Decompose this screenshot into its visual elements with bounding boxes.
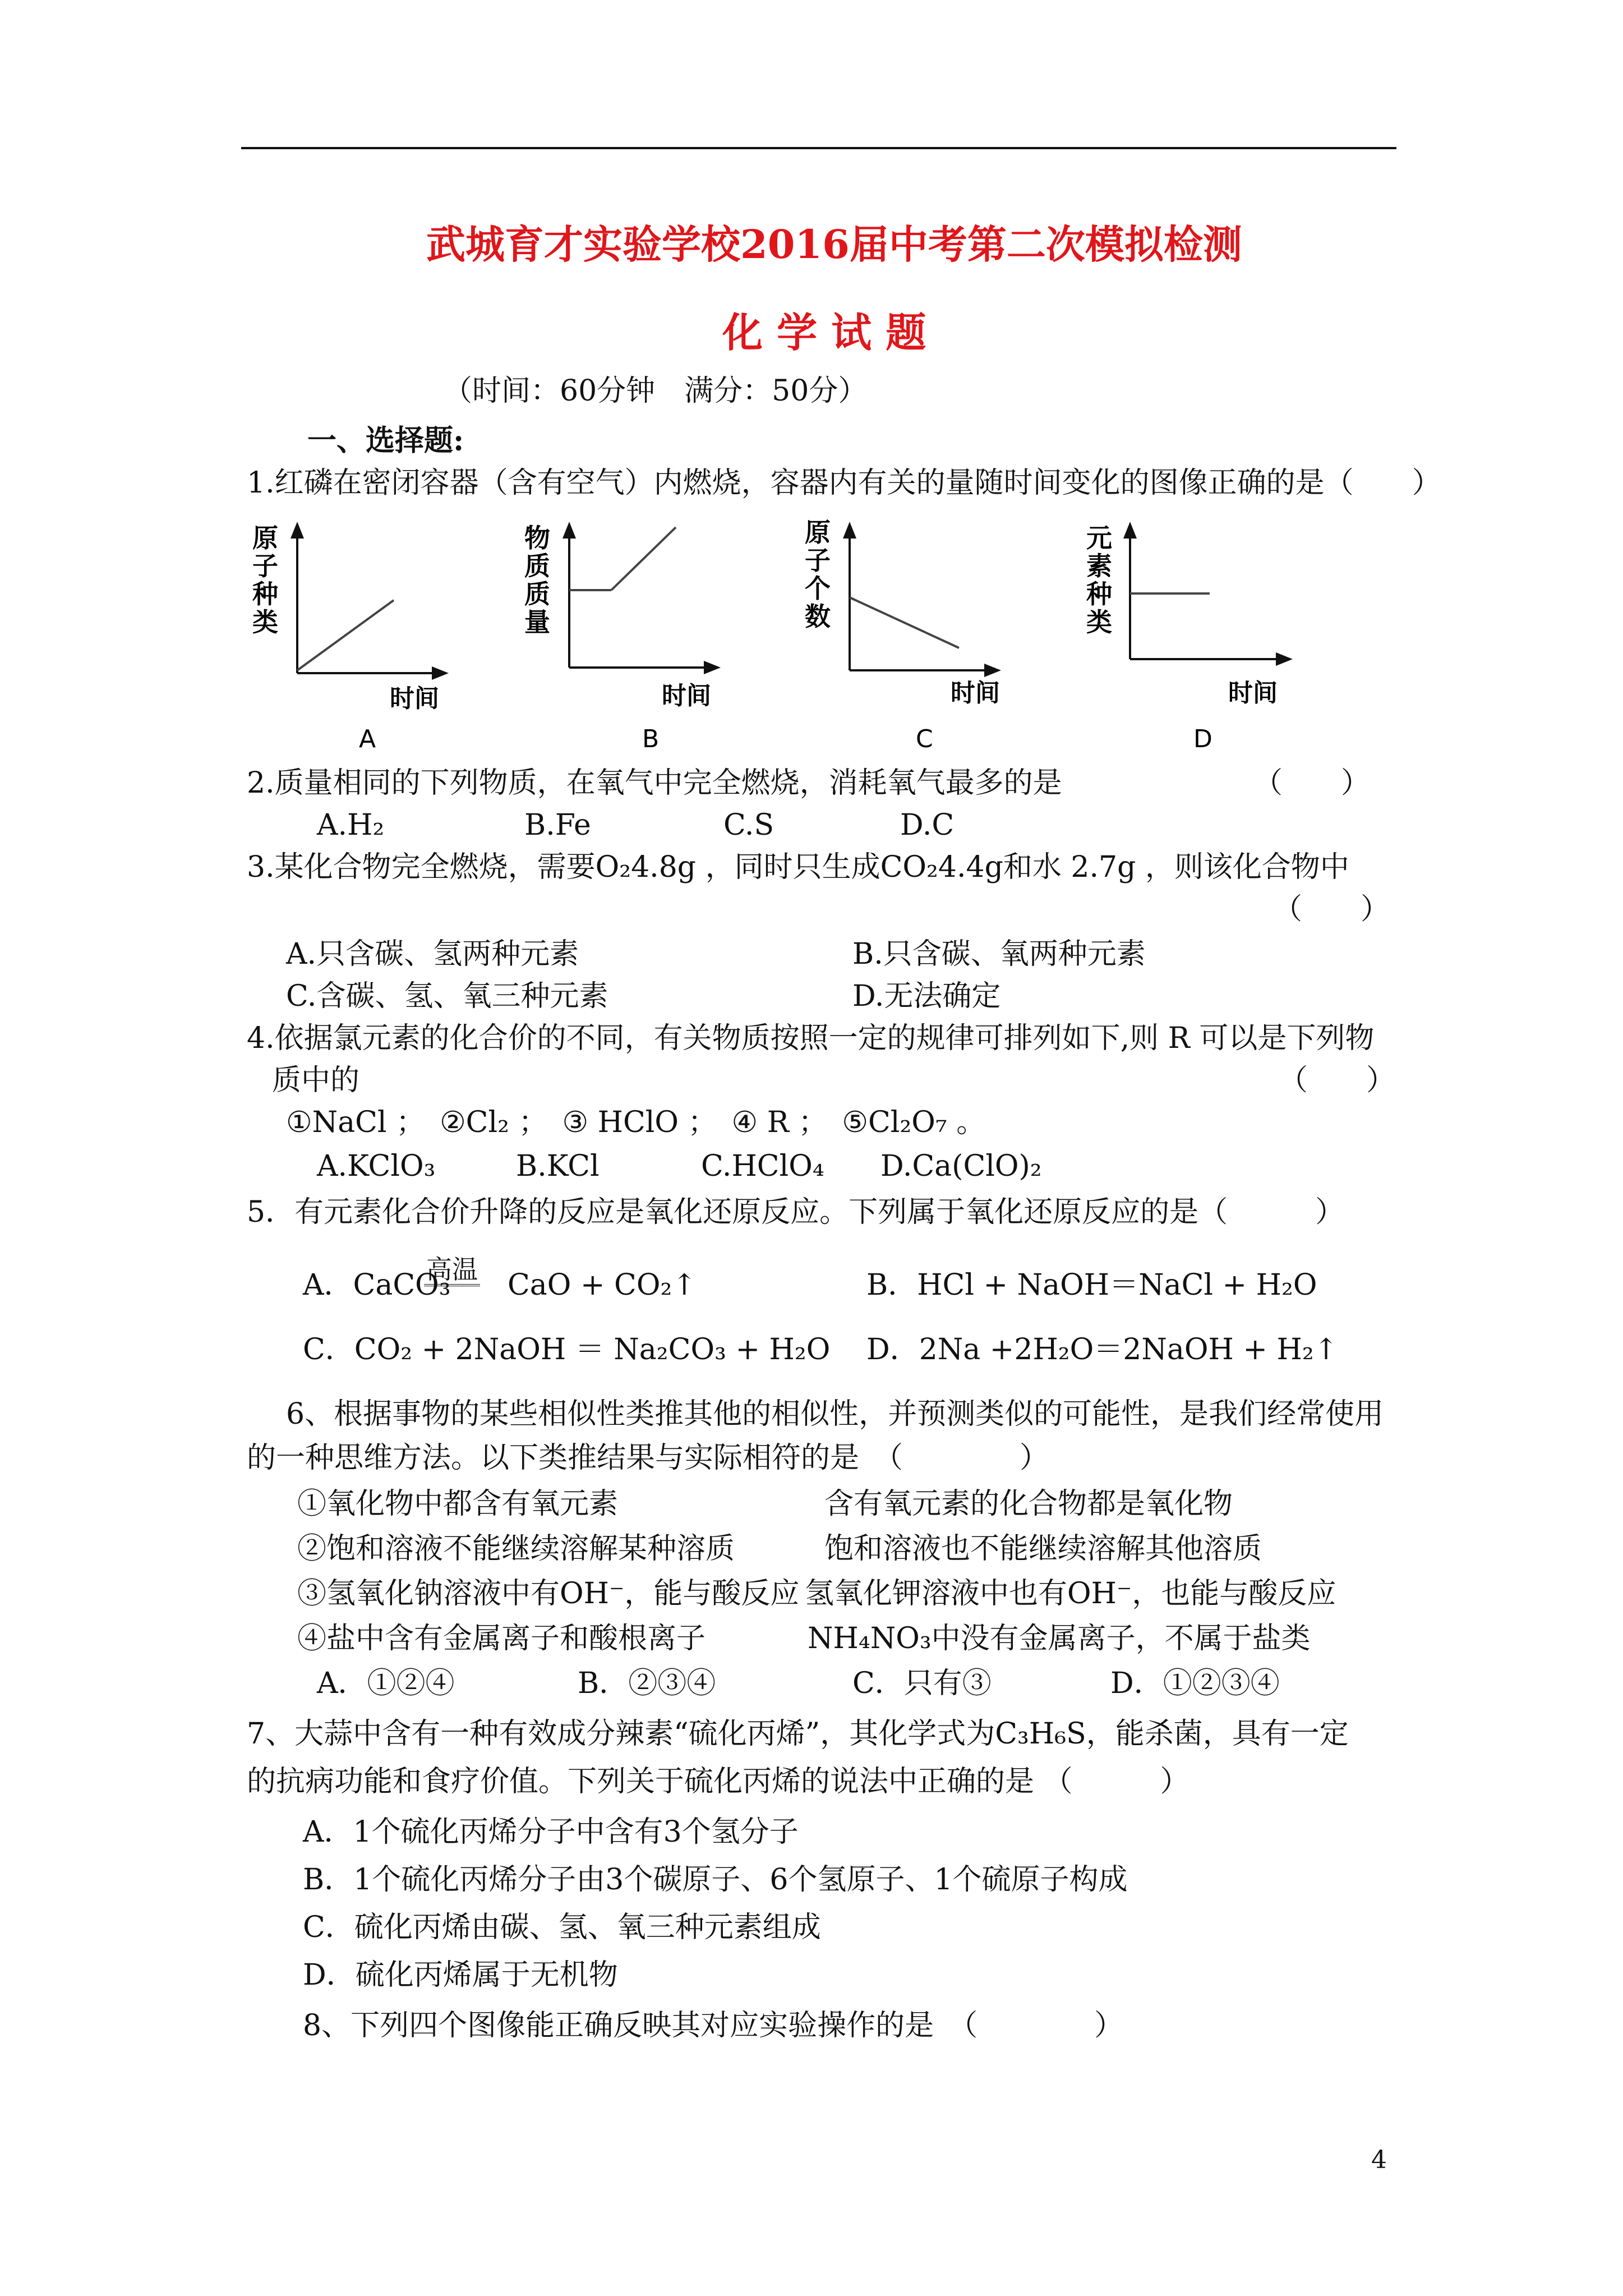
graph-d-ylabel-0: 元: [1086, 523, 1112, 553]
graph-c-label: C: [916, 725, 933, 753]
q3-option-c: C.含碳、氢、氧三种元素: [286, 979, 608, 1013]
q4-option-b: B.KCl: [516, 1149, 600, 1183]
q7-stem-line1: 7、大蒜中含有一种有效成分辣素“硫化丙烯”，其化学式为C₃H₆S，能杀菌，具有一定: [247, 1717, 1349, 1751]
q2-option-c: C.S: [723, 808, 774, 842]
q6-item-4-right: NH₄NO₃中没有金属离子，不属于盐类: [808, 1622, 1311, 1655]
q7-option-d: D．硫化丙烯属于无机物: [303, 1958, 618, 1992]
graph-a-ylabel-3: 类: [252, 607, 278, 637]
graph-c-curve: [850, 597, 959, 648]
graph-b: [524, 522, 721, 753]
q3-option-a: A.只含碳、氢两种元素: [286, 937, 579, 971]
graph-d-label: D: [1193, 725, 1212, 753]
q6-item-1-right: 含有氧元素的化合物都是氧化物: [824, 1487, 1233, 1521]
q3-option-d: D.无法确定: [852, 979, 1001, 1013]
graph-a-ylabel-2: 种: [252, 579, 278, 609]
q6-option-b: B．②③④: [578, 1667, 716, 1700]
q2-option-d: D.C: [900, 808, 955, 842]
q6-item-2-right: 饱和溶液也不能继续溶解其他溶质: [824, 1532, 1262, 1566]
q7-option-a: A．1个硫化丙烯分子中含有3个氢分子: [303, 1815, 799, 1849]
graph-c-ylabel-1: 子: [805, 545, 831, 576]
section-heading: 一、选择题:: [307, 424, 464, 458]
q5-option-b: B．HCl + NaOH＝NaCl + H₂O: [866, 1268, 1317, 1302]
q3-option-b: B.只含碳、氧两种元素: [852, 937, 1146, 971]
q7-option-b: B．1个硫化丙烯分子由3个碳原子、6个氢原子、1个硫原子构成: [303, 1863, 1128, 1897]
graph-d-ylabel-2: 种: [1086, 579, 1112, 609]
q4-answer-paren: （ ）: [1279, 1064, 1396, 1097]
q4-sequence: ①NaCl ； ②Cl₂ ； ③ HClO ； ④ R ； ⑤Cl₂O₇ 。: [286, 1106, 986, 1139]
graph-a: [252, 522, 449, 753]
q6-item-3-left: ③氢氧化钠溶液中有OH⁻，能与酸反应: [297, 1577, 800, 1611]
graph-b-ylabel-3: 量: [524, 607, 550, 637]
graph-b-curve-rise: [611, 527, 676, 590]
q6-stem-line2: 的一种思维方法。以下类推结果与实际相符的是 （ ）: [247, 1441, 1049, 1475]
graph-d-ylabel-3: 类: [1086, 607, 1112, 637]
q4-option-d: D.Ca(ClO)₂: [880, 1149, 1042, 1183]
graph-a-ylabel-0: 原: [252, 523, 278, 553]
graph-a-curve: [297, 600, 394, 670]
graph-c-ylabel-0: 原: [805, 517, 831, 547]
page-number: 4: [1371, 2146, 1387, 2174]
header-rule: [241, 147, 1396, 149]
q6-item-1-left: ①氧化物中都含有氧元素: [297, 1487, 619, 1521]
graph-c-ylabel-2: 个: [805, 573, 831, 604]
graph-b-ylabel-1: 质: [524, 551, 550, 581]
q7-stem-line2: 的抗病功能和食疗价值。下列关于硫化丙烯的说法中正确的是 （ ）: [247, 1765, 1189, 1798]
graph-c-xlabel: 时间: [951, 679, 1000, 707]
q2-option-b: B.Fe: [524, 808, 591, 842]
q1-stem: 1.红磷在密闭容器（含有空气）内燃烧，容器内有关的量随时间变化的图像正确的是（ ）: [247, 466, 1441, 500]
graph-d-xlabel: 时间: [1228, 679, 1278, 707]
q6-option-d: D．①②③④: [1110, 1667, 1280, 1700]
q6-item-3-right: 氢氧化钾溶液中也有OH⁻，也能与酸反应: [805, 1577, 1336, 1611]
q3-answer-paren: （ ）: [1273, 892, 1390, 926]
q6-item-2-left: ②饱和溶液不能继续溶解某种溶质: [297, 1532, 735, 1566]
q5-option-d: D．2Na +2H₂O＝2NaOH + H₂↑: [866, 1333, 1339, 1366]
graph-a-xlabel: 时间: [390, 684, 439, 713]
q1-graphs: [247, 516, 1396, 763]
graph-c: [805, 517, 1001, 753]
q6-item-4-left: ④盐中含有金属离子和酸根离子: [297, 1622, 706, 1655]
q6-option-c: C．只有③: [852, 1667, 992, 1700]
graph-b-ylabel-0: 物: [524, 523, 550, 553]
graph-c-ylabel-3: 数: [805, 601, 831, 632]
q5-stem: 5．有元素化合价升降的反应是氧化还原反应。下列属于氧化还原反应的是（ ）: [247, 1195, 1345, 1229]
exam-title: 武城育才实验学校2016届中考第二次模拟检测: [426, 221, 1242, 268]
q6-option-a: A．①②④: [317, 1667, 455, 1700]
q4-option-c: C.HClO₄: [701, 1149, 824, 1183]
q5-option-c: C．CO₂ + 2NaOH ＝ Na₂CO₃ + H₂O: [303, 1333, 831, 1366]
q4-option-a: A.KClO₃: [317, 1149, 436, 1183]
q5-option-a-reactant: A．CaCO₃: [303, 1268, 451, 1302]
q7-option-c: C．硫化丙烯由碳、氢、氧三种元素组成: [303, 1911, 821, 1944]
exam-subtitle: 化 学 试 题: [722, 309, 926, 356]
q5-condition: 高温: [424, 1255, 480, 1286]
exam-info: （时间：60分钟 满分：50分）: [443, 374, 868, 408]
q6-stem-line1: 6、根据事物的某些相似性类推其他的相似性，并预测类似的可能性，是我们经常使用: [286, 1397, 1384, 1431]
q8-stem: 8、下列四个图像能正确反映其对应实验操作的是 （ ）: [303, 2009, 1124, 2042]
q5-option-a-product: CaO + CO₂↑: [508, 1268, 697, 1302]
graph-b-label: B: [642, 725, 660, 753]
q2-answer-paren: （ ）: [1253, 766, 1371, 800]
graph-b-xlabel: 时间: [662, 682, 711, 710]
q2-option-a: A.H₂: [317, 808, 385, 842]
q4-stem-line2: 质中的: [272, 1064, 360, 1097]
graph-a-label: A: [359, 725, 376, 753]
q2-stem: 2.质量相同的下列物质，在氧气中完全燃烧，消耗氧气最多的是: [247, 766, 1062, 800]
q3-stem: 3.某化合物完全燃烧，需要O₂4.8g ，同时只生成CO₂4.4g和水 2.7g ，则该化合物中: [247, 850, 1349, 884]
graph-d-ylabel-1: 素: [1086, 551, 1112, 581]
graph-d: [1086, 522, 1293, 753]
q4-stem-line1: 4.依据氯元素的化合价的不同，有关物质按照一定的规律可排列如下,则 R 可以是下列物: [247, 1022, 1375, 1055]
graph-a-ylabel-1: 子: [252, 551, 278, 581]
graph-b-ylabel-2: 质: [524, 579, 550, 609]
